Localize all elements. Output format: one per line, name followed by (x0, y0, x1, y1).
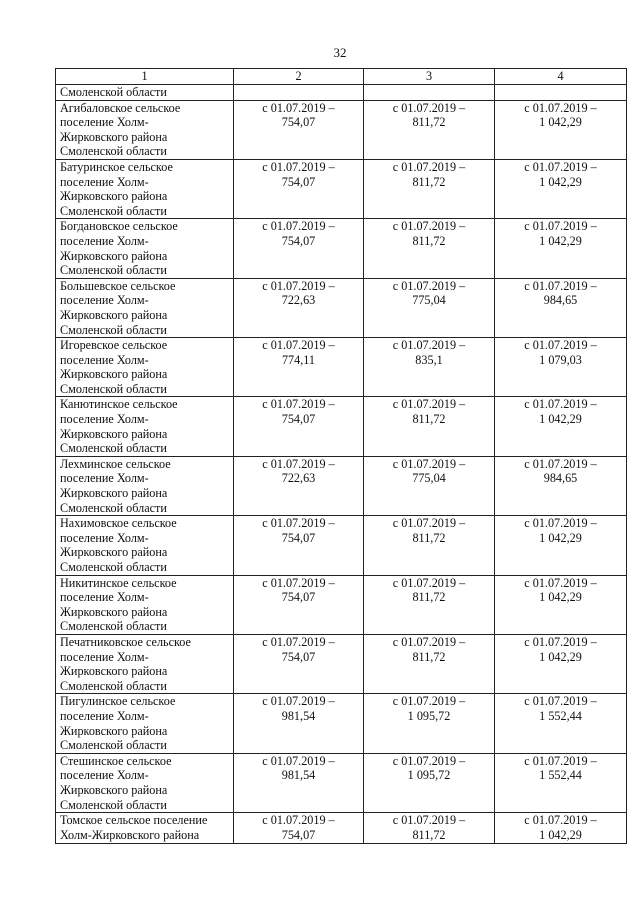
table-row (56, 456, 627, 515)
settlement-name-line: Жирковского района (60, 723, 168, 738)
settlement-name-line: поселение Холм- (60, 768, 149, 783)
tariff-value-line: 811,72 (412, 530, 446, 545)
empty-cell (495, 84, 627, 100)
settlement-name-line: поселение Холм- (60, 115, 149, 130)
tariff-cell-col3 (364, 753, 495, 812)
tariff-cell-col4 (495, 278, 627, 337)
tariff-date-line: с 01.07.2019 – (392, 278, 466, 293)
table-row (56, 219, 627, 278)
tariff-value-line: 754,07 (281, 530, 316, 545)
table-row (56, 397, 627, 456)
tariff-value-line: 1 042,29 (539, 115, 582, 130)
settlement-name-line: поселение Холм- (60, 471, 149, 486)
tariff-date-line: с 01.07.2019 – (262, 338, 335, 353)
settlement-name-line: Смоленской области (60, 381, 167, 396)
settlement-name-cell (56, 100, 234, 159)
header-cell-1: 1 (56, 69, 234, 85)
tariff-cell-col4 (495, 516, 627, 575)
tariff-cell-col3 (364, 219, 495, 278)
tariff-date-line: с 01.07.2019 – (392, 100, 466, 115)
tariff-date-line: с 01.07.2019 – (392, 219, 466, 234)
tariff-date-line: с 01.07.2019 – (392, 694, 466, 709)
tariff-cell-col3 (364, 338, 495, 397)
tariff-cell-col2 (234, 338, 364, 397)
tariff-value-line: 1 042,29 (539, 530, 582, 545)
settlement-name-cell (56, 278, 234, 337)
tariff-cell-col3 (364, 278, 495, 337)
table-row (56, 753, 627, 812)
tariff-cell-col2 (234, 159, 364, 218)
tariff-value-line: 1 042,29 (539, 174, 582, 189)
tariff-date-line: с 01.07.2019 – (392, 813, 466, 828)
settlement-name-line: поселение Холм- (60, 352, 149, 367)
settlement-name-cell (56, 694, 234, 753)
tariff-cell-col3 (364, 159, 495, 218)
tariff-value-line: 1 042,29 (539, 233, 582, 248)
table-row (56, 338, 627, 397)
tariff-cell-col4 (495, 338, 627, 397)
tariff-date-line: с 01.07.2019 – (524, 575, 597, 590)
tariff-date-line: с 01.07.2019 – (524, 634, 597, 649)
tariff-cell-col3 (364, 456, 495, 515)
tariff-value-line: 984,65 (543, 293, 578, 308)
tariff-cell-col2 (234, 753, 364, 812)
tariff-date-line: с 01.07.2019 – (262, 219, 335, 234)
table-row (56, 813, 627, 844)
settlement-name-line: Холм-Жирковского района (60, 827, 200, 842)
settlement-name-line: Никитинское сельское (60, 575, 177, 590)
tariff-value-line: 1 552,44 (539, 768, 582, 783)
tariff-date-line: с 01.07.2019 – (524, 516, 597, 531)
table-row (56, 634, 627, 693)
settlement-name-line: Смоленской области (60, 500, 167, 515)
tariff-cell-col4 (495, 575, 627, 634)
tariff-value-line: 1 552,44 (539, 708, 582, 723)
tariff-cell-col4 (495, 159, 627, 218)
tariff-cell-col3 (364, 813, 495, 844)
settlement-name-line: Смоленской области (60, 619, 167, 634)
settlement-name-line: Смоленской области (60, 203, 167, 218)
tariff-value-line: 774,11 (281, 352, 316, 367)
tariff-cell-col3 (364, 516, 495, 575)
tariff-value-line: 1 042,29 (539, 590, 582, 605)
settlement-name-line: поселение Холм- (60, 590, 149, 605)
tariff-cell-col2 (234, 397, 364, 456)
settlement-name-line: Лехминское сельское (60, 456, 171, 471)
settlement-name-line: Томское сельское поселение (60, 813, 208, 828)
tariff-value-line: 811,72 (412, 412, 446, 427)
settlement-name-cell (56, 516, 234, 575)
tariff-value-line: 984,65 (543, 471, 578, 486)
settlement-name-line: поселение Холм- (60, 233, 149, 248)
settlement-name-line: Жирковского района (60, 604, 168, 619)
tariff-value-line: 1 042,29 (539, 827, 582, 842)
settlement-name-line: Богдановское сельское (60, 219, 178, 234)
table-row (56, 278, 627, 337)
settlement-name-cell (56, 753, 234, 812)
settlement-name-line: Жирковского района (60, 486, 168, 501)
settlement-name-line: Жирковского района (60, 426, 168, 441)
tariff-value-line: 811,72 (412, 233, 446, 248)
settlement-name-cell (56, 634, 234, 693)
settlement-name-line: Пигулинское сельское (60, 694, 176, 709)
tariff-cell-col2 (234, 634, 364, 693)
tariff-date-line: с 01.07.2019 – (524, 456, 597, 471)
settlement-name-line: Смоленской области (60, 678, 167, 693)
tariff-cell-col3 (364, 634, 495, 693)
settlement-name-line: Жирковского района (60, 248, 168, 263)
settlement-name-cell (56, 397, 234, 456)
settlement-name-line: Жирковского района (60, 367, 168, 382)
tariff-date-line: с 01.07.2019 – (392, 338, 466, 353)
settlement-name-line: Смоленской области (60, 144, 167, 159)
header-cell-3: 3 (364, 69, 495, 85)
table-header-row (56, 69, 627, 85)
settlement-name-line: Жирковского района (60, 129, 168, 144)
tariff-value-line: 811,72 (412, 649, 446, 664)
tariff-value-line: 1 079,03 (539, 352, 582, 367)
settlement-name-cell (56, 456, 234, 515)
tariff-cell-col2 (234, 813, 364, 844)
tariff-value-line: 754,07 (281, 412, 316, 427)
tariff-cell-col2 (234, 516, 364, 575)
tariff-date-line: с 01.07.2019 – (392, 397, 466, 412)
tariff-date-line: с 01.07.2019 – (262, 397, 335, 412)
settlement-name-cell (56, 159, 234, 218)
tariff-cell-col2 (234, 694, 364, 753)
continuation-cell: Смоленской области (56, 84, 234, 100)
tariff-value-line: 981,54 (281, 708, 316, 723)
table-row (56, 100, 627, 159)
settlement-name-line: поселение Холм- (60, 530, 149, 545)
tariff-date-line: с 01.07.2019 – (524, 397, 597, 412)
settlement-name-line: Большевское сельское (60, 278, 176, 293)
tariff-value-line: 835,1 (415, 352, 443, 367)
tariff-date-line: с 01.07.2019 – (524, 219, 597, 234)
tariff-value-line: 811,72 (412, 115, 446, 130)
tariff-value-line: 1 042,29 (539, 649, 582, 664)
tariff-date-line: с 01.07.2019 – (392, 575, 466, 590)
tariff-date-line: с 01.07.2019 – (524, 813, 597, 828)
tariff-value-line: 1 095,72 (407, 768, 451, 783)
tariff-cell-col2 (234, 219, 364, 278)
tariff-value-line: 1 042,29 (539, 412, 582, 427)
tariff-date-line: с 01.07.2019 – (524, 694, 597, 709)
settlement-name-line: Жирковского района (60, 664, 168, 679)
tariff-date-line: с 01.07.2019 – (262, 753, 335, 768)
tariff-cell-col3 (364, 575, 495, 634)
tariff-cell-col4 (495, 694, 627, 753)
tariff-table (55, 68, 627, 844)
tariff-cell-col2 (234, 456, 364, 515)
tariff-value-line: 811,72 (412, 174, 446, 189)
settlement-name-line: Агибаловское сельское (60, 100, 181, 115)
tariff-value-line: 981,54 (281, 768, 316, 783)
settlement-name-line: поселение Холм- (60, 649, 149, 664)
settlement-name-line: Игоревское сельское (60, 338, 168, 353)
tariff-value-line: 775,04 (412, 471, 446, 486)
tariff-cell-col3 (364, 100, 495, 159)
tariff-date-line: с 01.07.2019 – (524, 753, 597, 768)
tariff-date-line: с 01.07.2019 – (262, 813, 335, 828)
tariff-value-line: 811,72 (412, 827, 446, 842)
tariff-date-line: с 01.07.2019 – (392, 516, 466, 531)
settlement-name-line: Печатниковское сельское (60, 634, 191, 649)
settlement-name-line: поселение Холм- (60, 293, 149, 308)
tariff-value-line: 775,04 (412, 293, 446, 308)
tariff-cell-col4 (495, 456, 627, 515)
empty-cell (234, 84, 364, 100)
table-row (56, 159, 627, 218)
table-row (56, 694, 627, 753)
tariff-cell-col3 (364, 397, 495, 456)
settlement-name-line: Смоленской области (60, 441, 167, 456)
settlement-name-line: Жирковского района (60, 545, 168, 560)
tariff-value-line: 754,07 (281, 827, 316, 842)
header-cell-2: 2 (234, 69, 364, 85)
tariff-date-line: с 01.07.2019 – (392, 159, 466, 174)
tariff-value-line: 754,07 (281, 590, 316, 605)
tariff-date-line: с 01.07.2019 – (524, 100, 597, 115)
tariff-cell-col4 (495, 219, 627, 278)
tariff-value-line: 754,07 (281, 174, 316, 189)
tariff-date-line: с 01.07.2019 – (524, 159, 597, 174)
settlement-name-line: Стешинское сельское (60, 753, 172, 768)
tariff-date-line: с 01.07.2019 – (262, 516, 335, 531)
tariff-date-line: с 01.07.2019 – (262, 159, 335, 174)
tariff-value-line: 722,63 (281, 471, 316, 486)
tariff-value-line: 754,07 (281, 115, 316, 130)
settlement-name-line: Смоленской области (60, 738, 167, 753)
settlement-name-line: Смоленской области (60, 797, 167, 812)
settlement-name-line: Жирковского района (60, 189, 168, 204)
tariff-cell-col4 (495, 100, 627, 159)
tariff-date-line: с 01.07.2019 – (524, 278, 597, 293)
tariff-date-line: с 01.07.2019 – (262, 278, 335, 293)
tariff-date-line: с 01.07.2019 – (392, 634, 466, 649)
tariff-date-line: с 01.07.2019 – (524, 338, 597, 353)
page-number: 32 (333, 45, 347, 60)
settlement-name-line: Канютинское сельское (60, 397, 178, 412)
settlement-name-cell (56, 813, 234, 844)
tariff-cell-col4 (495, 813, 627, 844)
tariff-date-line: с 01.07.2019 – (262, 575, 335, 590)
tariff-cell-col4 (495, 397, 627, 456)
empty-cell (364, 84, 495, 100)
tariff-date-line: с 01.07.2019 – (392, 456, 466, 471)
settlement-name-line: Смоленской области (60, 263, 167, 278)
settlement-name-cell (56, 575, 234, 634)
tariff-cell-col2 (234, 100, 364, 159)
settlement-name-line: Смоленской области (60, 560, 167, 574)
tariff-value-line: 811,72 (412, 590, 446, 605)
tariff-date-line: с 01.07.2019 – (262, 100, 335, 115)
settlement-name-line: Нахимовское сельское (60, 516, 177, 531)
tariff-date-line: с 01.07.2019 – (262, 694, 335, 709)
tariff-cell-col2 (234, 575, 364, 634)
settlement-name-cell (56, 219, 234, 278)
tariff-value-line: 754,07 (281, 649, 316, 664)
settlement-name-line: поселение Холм- (60, 412, 149, 427)
tariff-cell-col2 (234, 278, 364, 337)
header-cell-4: 4 (495, 69, 627, 85)
settlement-name-line: Смоленской области (60, 322, 167, 337)
settlement-name-line: Жирковского района (60, 782, 168, 797)
tariff-date-line: с 01.07.2019 – (262, 634, 335, 649)
tariff-cell-col3 (364, 694, 495, 753)
continuation-row (56, 84, 627, 100)
settlement-name-line: поселение Холм- (60, 174, 149, 189)
settlement-name-line: Жирковского района (60, 307, 168, 322)
tariff-value-line: 722,63 (281, 293, 316, 308)
settlement-name-line: поселение Холм- (60, 708, 149, 723)
settlement-name-cell (56, 338, 234, 397)
tariff-date-line: с 01.07.2019 – (392, 753, 466, 768)
tariff-cell-col4 (495, 753, 627, 812)
tariff-date-line: с 01.07.2019 – (262, 456, 335, 471)
settlement-name-line: Батуринское сельское (60, 159, 173, 174)
tariff-value-line: 1 095,72 (407, 708, 451, 723)
table-row (56, 575, 627, 634)
table-row (56, 516, 627, 575)
tariff-cell-col4 (495, 634, 627, 693)
tariff-value-line: 754,07 (281, 233, 316, 248)
